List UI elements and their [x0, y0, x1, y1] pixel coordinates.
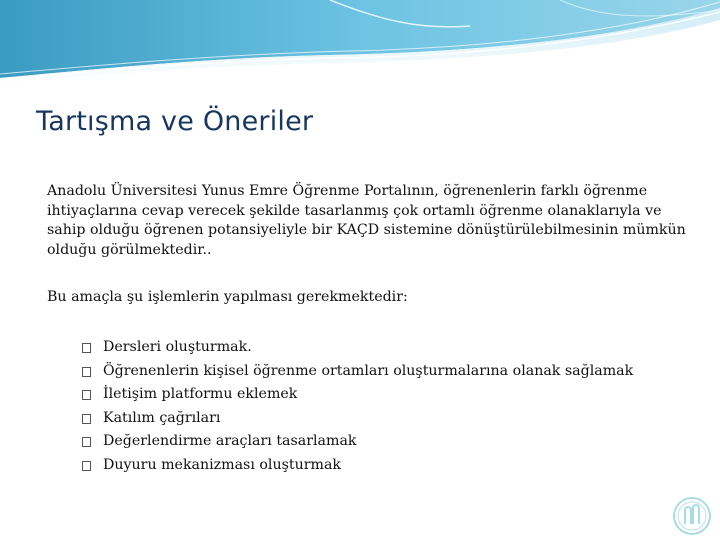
square-bullet-icon: [82, 390, 91, 400]
slide-title: Tartışma ve Öneriler: [36, 106, 314, 137]
square-bullet-icon: [82, 461, 91, 471]
square-bullet-icon: [82, 343, 91, 353]
list-item: [82, 409, 642, 429]
intro-paragraph: Anadolu Üniversitesi Yunus Emre Öğrenme Portalının, öğrenenlerin farklı öğrenme ihtiyaçlarına cevap verecek şekilde tasarlanmış çok ortamlı öğrenme olanaklarıyla ve sahip olduğu öğrenen potansiyeliyle bir KAÇD sistemine dönüştürülebilmesinin mümkün olduğu görülmektedir..: [47, 183, 686, 258]
lead-in-paragraph: Bu amaçla şu işlemlerin yapılması gerekmektedir:: [47, 289, 408, 305]
list-item: [82, 362, 642, 382]
list-item: [82, 432, 642, 452]
square-bullet-icon: [82, 367, 91, 377]
list-item-text: Duyuru mekanizması oluşturmak: [103, 456, 342, 473]
list-item-text: Katılım çağrıları: [103, 409, 221, 426]
list-item-text: Dersleri oluşturmak.: [103, 339, 252, 355]
list-item: [82, 456, 642, 476]
list-item: [82, 385, 642, 405]
action-list: [82, 338, 642, 479]
university-logo-icon: [672, 496, 712, 536]
list-item: [82, 338, 642, 358]
list-item-text: İletişim platformu eklemek: [103, 386, 298, 402]
square-bullet-icon: [82, 437, 91, 447]
header-wave-decoration: [0, 0, 720, 90]
list-item-text: Değerlendirme araçları tasarlamak: [103, 433, 357, 449]
list-item-text: Öğrenenlerin kişisel öğrenme ortamları oluşturmalarına olanak sağlamak: [103, 362, 634, 379]
square-bullet-icon: [82, 414, 91, 424]
